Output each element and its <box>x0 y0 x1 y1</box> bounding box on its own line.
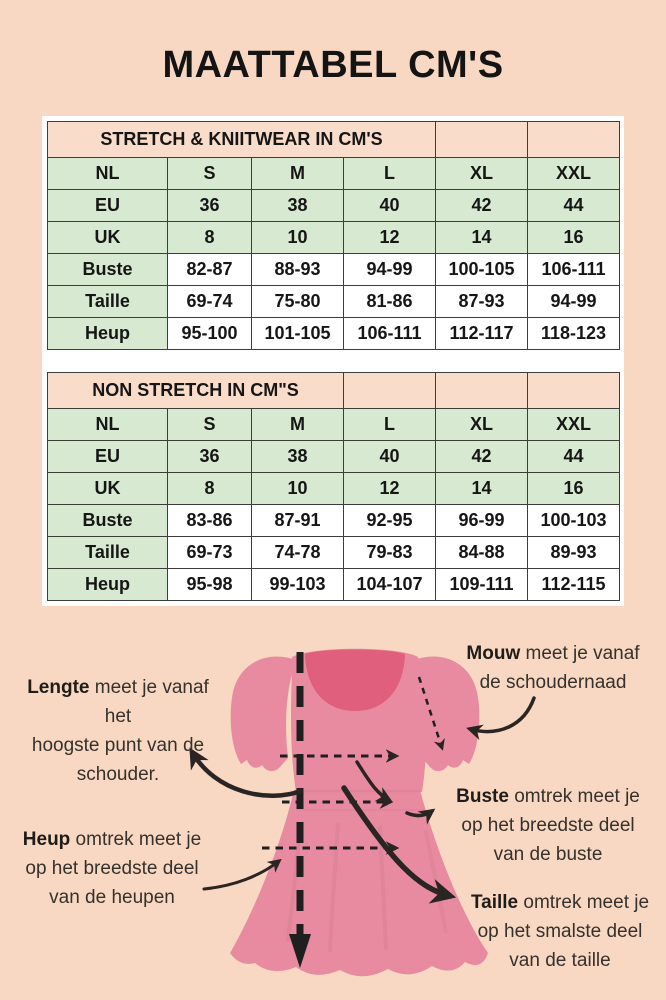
measure-cell: 89-93 <box>528 537 620 569</box>
row-label: NL <box>48 158 168 190</box>
measure-cell: 82-87 <box>168 254 252 286</box>
measure-row <box>48 286 620 318</box>
annotation-text: schouder. <box>76 764 160 785</box>
size-cell: 38 <box>252 441 344 473</box>
row-label: Buste <box>48 254 168 286</box>
size-cell: 12 <box>344 222 436 254</box>
measure-cell: 100-103 <box>528 505 620 537</box>
annotation-text: omtrek meet je <box>518 892 650 913</box>
measure-cell: 92-95 <box>344 505 436 537</box>
size-cell: 42 <box>436 190 528 222</box>
annotation-keyword: Buste <box>456 786 509 807</box>
measure-row <box>48 254 620 286</box>
annotation-text: meet je vanaf <box>520 643 640 664</box>
size-cell: 8 <box>168 222 252 254</box>
measure-cell: 87-93 <box>436 286 528 318</box>
measure-cell: 106-111 <box>528 254 620 286</box>
row-label: UK <box>48 473 168 505</box>
annotation-mouw <box>448 639 658 697</box>
annotation-text: op het breedste deel <box>25 858 199 879</box>
measure-row <box>48 569 620 601</box>
annotation-heup <box>8 825 216 912</box>
size-cell: 36 <box>168 441 252 473</box>
row-label: Heup <box>48 569 168 601</box>
measure-cell: 100-105 <box>436 254 528 286</box>
table-gap <box>47 350 619 372</box>
measure-cell: 94-99 <box>344 254 436 286</box>
size-cell: 42 <box>436 441 528 473</box>
annotation-lengte <box>12 673 224 789</box>
dress-left-sleeve <box>231 657 296 772</box>
table-header-row <box>48 373 620 409</box>
size-cell: 44 <box>528 441 620 473</box>
size-cell: 40 <box>344 190 436 222</box>
size-cell: XL <box>436 409 528 441</box>
table-title-empty-cell <box>436 122 528 158</box>
measure-cell: 69-74 <box>168 286 252 318</box>
size-cell: 10 <box>252 473 344 505</box>
measure-row <box>48 318 620 350</box>
measure-row <box>48 537 620 569</box>
measure-cell: 88-93 <box>252 254 344 286</box>
size-cell: L <box>344 409 436 441</box>
size-cell: 16 <box>528 222 620 254</box>
size-row <box>48 473 620 505</box>
size-cell: XL <box>436 158 528 190</box>
row-label: UK <box>48 222 168 254</box>
measure-cell: 94-99 <box>528 286 620 318</box>
row-label: Heup <box>48 318 168 350</box>
size-row <box>48 190 620 222</box>
measure-cell: 118-123 <box>528 318 620 350</box>
measure-cell: 112-115 <box>528 569 620 601</box>
size-cell: 44 <box>528 190 620 222</box>
row-label: Buste <box>48 505 168 537</box>
measure-cell: 95-98 <box>168 569 252 601</box>
size-cell: 38 <box>252 190 344 222</box>
annotation-text: van de buste <box>493 844 603 865</box>
annotation-text: de schoudernaad <box>479 672 627 693</box>
size-row <box>48 441 620 473</box>
annotation-keyword: Taille <box>470 892 519 913</box>
annotation-keyword: Heup <box>22 829 71 850</box>
measure-cell: 69-73 <box>168 537 252 569</box>
size-cell: S <box>168 409 252 441</box>
spreadsheet-area <box>42 116 624 606</box>
size-row <box>48 222 620 254</box>
table-header-row <box>48 122 620 158</box>
mouw-annotation-arrow <box>470 698 534 732</box>
measure-cell: 79-83 <box>344 537 436 569</box>
annotation-text: omtrek meet je <box>70 829 202 850</box>
annotation-text: hoogste punt van de <box>31 735 205 756</box>
row-label: EU <box>48 441 168 473</box>
measure-cell: 101-105 <box>252 318 344 350</box>
measure-cell: 84-88 <box>436 537 528 569</box>
non-stretch-table <box>47 372 620 601</box>
table-title-empty-cell <box>344 373 436 409</box>
size-row <box>48 158 620 190</box>
table-title-empty-cell <box>528 373 620 409</box>
stretch-knitwear-table <box>47 121 620 350</box>
size-cell: 36 <box>168 190 252 222</box>
table-title: STRETCH & KNIITWEAR IN CM'S <box>48 122 436 158</box>
row-label: EU <box>48 190 168 222</box>
annotation-text: op het breedste deel <box>461 815 635 836</box>
measure-row <box>48 505 620 537</box>
annotation-keyword: Lengte <box>27 677 90 698</box>
size-cell: XXL <box>528 409 620 441</box>
table-title-empty-cell <box>528 122 620 158</box>
row-label: Taille <box>48 537 168 569</box>
measure-cell: 87-91 <box>252 505 344 537</box>
size-cell: M <box>252 158 344 190</box>
measure-cell: 99-103 <box>252 569 344 601</box>
measure-cell: 95-100 <box>168 318 252 350</box>
annotation-buste <box>437 782 659 869</box>
annotation-text: op het smalste deel <box>477 921 643 942</box>
measure-cell: 104-107 <box>344 569 436 601</box>
size-cell: XXL <box>528 158 620 190</box>
size-row <box>48 409 620 441</box>
annotation-text: van de taille <box>509 950 611 971</box>
measure-cell: 74-78 <box>252 537 344 569</box>
annotation-text: omtrek meet je <box>508 786 640 807</box>
page-title: MAATTABEL CM'S <box>162 44 504 86</box>
size-cell: 14 <box>436 473 528 505</box>
size-cell: S <box>168 158 252 190</box>
measure-cell: 83-86 <box>168 505 252 537</box>
row-label: Taille <box>48 286 168 318</box>
size-cell: 8 <box>168 473 252 505</box>
annotation-text: meet je vanaf het <box>89 677 209 727</box>
measure-cell: 109-111 <box>436 569 528 601</box>
table-title: NON STRETCH IN CM"S <box>48 373 344 409</box>
measure-cell: 75-80 <box>252 286 344 318</box>
size-cell: 10 <box>252 222 344 254</box>
size-cell: 40 <box>344 441 436 473</box>
measure-cell: 106-111 <box>344 318 436 350</box>
measure-cell: 81-86 <box>344 286 436 318</box>
table-title-empty-cell <box>436 373 528 409</box>
size-cell: 12 <box>344 473 436 505</box>
size-cell: L <box>344 158 436 190</box>
annotation-taille <box>458 888 662 975</box>
size-cell: M <box>252 409 344 441</box>
size-cell: 16 <box>528 473 620 505</box>
row-label: NL <box>48 409 168 441</box>
size-cell: 14 <box>436 222 528 254</box>
annotation-keyword: Mouw <box>466 643 521 664</box>
measure-cell: 96-99 <box>436 505 528 537</box>
annotation-text: van de heupen <box>49 887 175 908</box>
measure-cell: 112-117 <box>436 318 528 350</box>
